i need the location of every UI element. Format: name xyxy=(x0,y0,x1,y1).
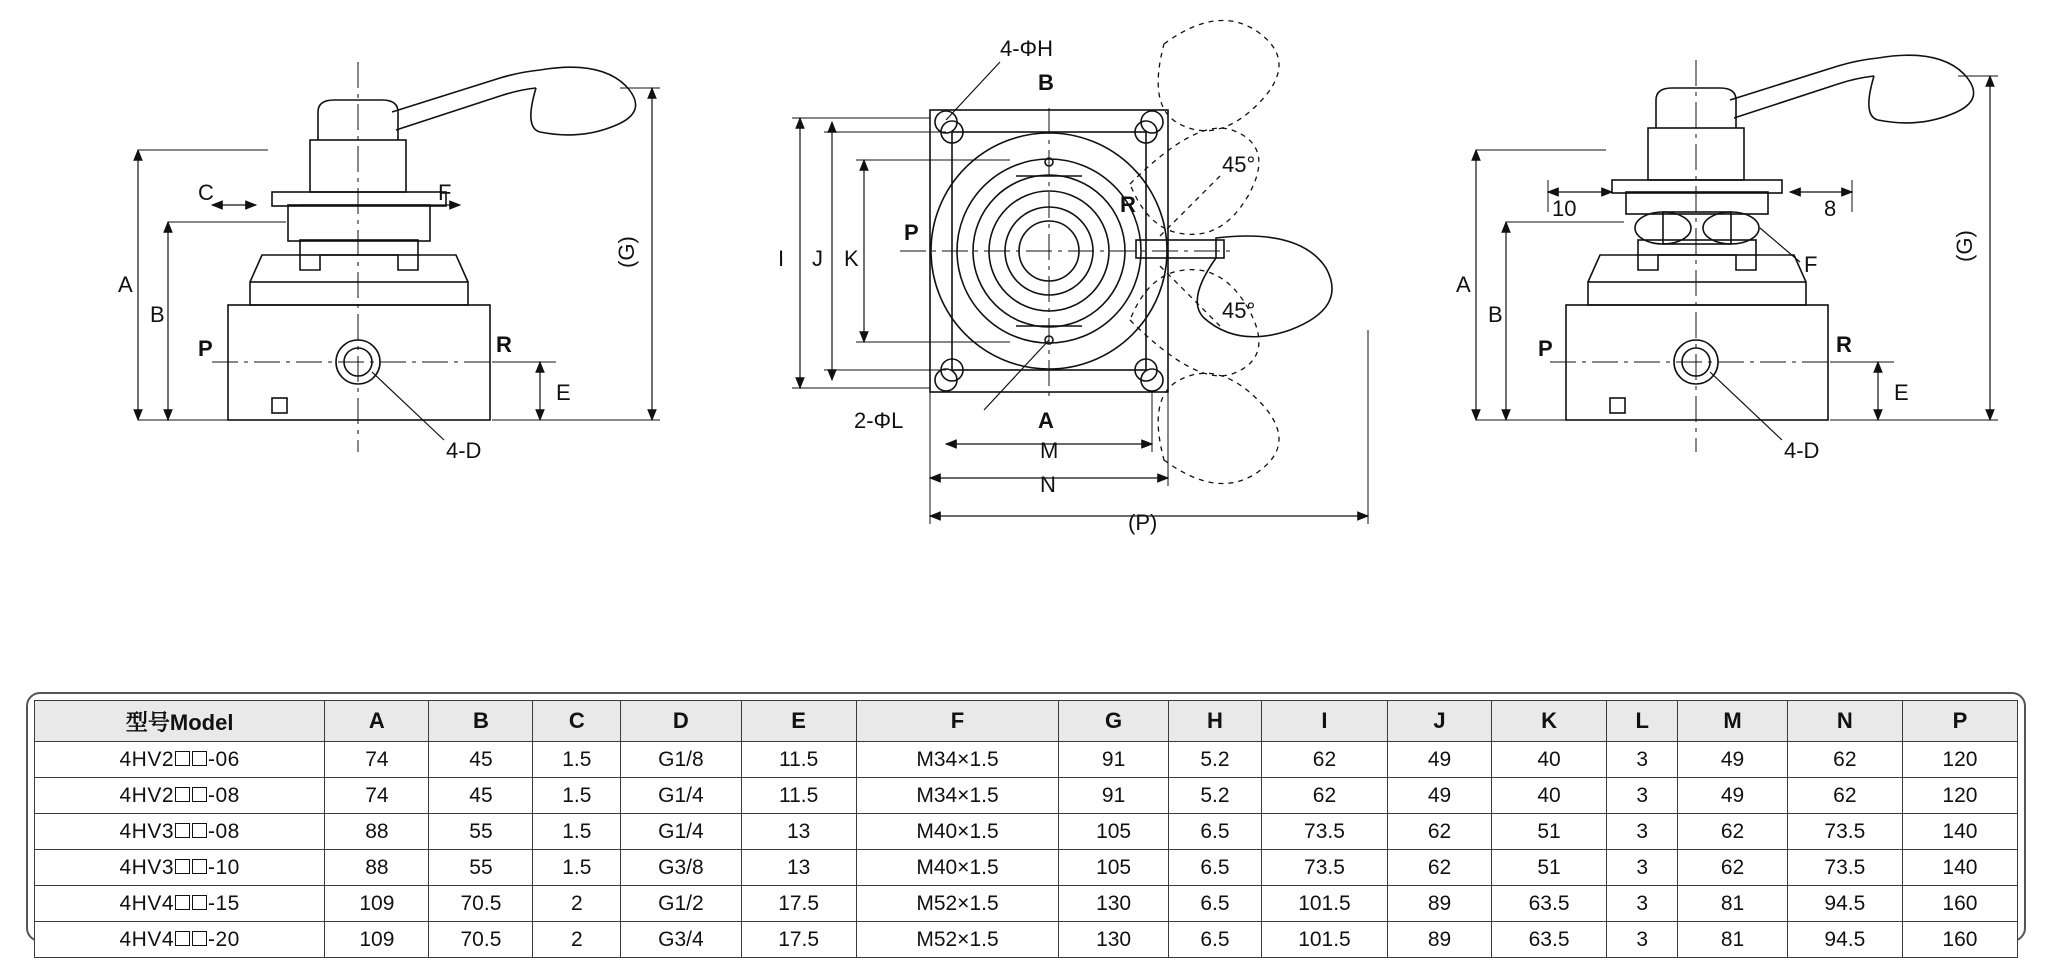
col-L: L xyxy=(1607,701,1678,742)
cell-K: 51 xyxy=(1492,850,1607,886)
model-option-box-icon xyxy=(175,787,190,802)
label-side-R: R xyxy=(1836,332,1852,357)
cell-L: 3 xyxy=(1607,922,1678,958)
cell-N: 62 xyxy=(1787,742,1902,778)
cell-I: 101.5 xyxy=(1261,886,1387,922)
cell-M: 81 xyxy=(1678,886,1788,922)
cell-B: 55 xyxy=(429,850,533,886)
model-option-box-icon xyxy=(175,751,190,766)
cell-P: 140 xyxy=(1902,850,2017,886)
model-prefix: 4HV2 xyxy=(119,747,174,771)
model-suffix: -15 xyxy=(208,891,240,915)
cell-B: 45 xyxy=(429,742,533,778)
cell-E: 11.5 xyxy=(741,778,856,814)
cell-P: 140 xyxy=(1902,814,2017,850)
cell-model xyxy=(35,922,325,958)
label-top-M: M xyxy=(1040,438,1059,463)
cell-M: 62 xyxy=(1678,814,1788,850)
cell-N: 73.5 xyxy=(1787,814,1902,850)
label-top-A: A xyxy=(1038,408,1054,433)
table-row xyxy=(35,922,2018,958)
spec-table-wrap xyxy=(34,700,2018,958)
model-option-box-icon xyxy=(192,895,207,910)
cell-J: 49 xyxy=(1387,778,1491,814)
model-option-box-icon xyxy=(192,931,207,946)
cell-F: M40×1.5 xyxy=(856,814,1059,850)
model-suffix: -06 xyxy=(208,747,240,771)
cell-N: 94.5 xyxy=(1787,922,1902,958)
label-front-R: R xyxy=(496,332,512,357)
label-top-P: P xyxy=(904,220,919,245)
col-A: A xyxy=(325,701,429,742)
cell-I: 101.5 xyxy=(1261,922,1387,958)
model-option-box-icon xyxy=(192,823,207,838)
cell-C: 2 xyxy=(533,922,621,958)
cell-E: 17.5 xyxy=(741,886,856,922)
label-side-E: E xyxy=(1894,380,1909,405)
model-suffix: -08 xyxy=(208,783,240,807)
label-side-B: B xyxy=(1488,302,1503,327)
label-top-J: J xyxy=(812,246,823,271)
col-D: D xyxy=(621,701,742,742)
cell-P: 160 xyxy=(1902,886,2017,922)
cell-J: 89 xyxy=(1387,922,1491,958)
label-side-F: F xyxy=(1804,252,1818,277)
cell-P: 120 xyxy=(1902,742,2017,778)
cell-A: 109 xyxy=(325,922,429,958)
table-row xyxy=(35,778,2018,814)
model-suffix: -20 xyxy=(208,927,240,951)
cell-D: G1/4 xyxy=(621,814,742,850)
model-suffix: -08 xyxy=(208,819,240,843)
cell-F: M34×1.5 xyxy=(856,778,1059,814)
model-option-box-icon xyxy=(192,787,207,802)
cell-L: 3 xyxy=(1607,814,1678,850)
model-option-box-icon xyxy=(175,895,190,910)
label-side-4D: 4-D xyxy=(1784,438,1820,463)
table-row xyxy=(35,742,2018,778)
cell-A: 88 xyxy=(325,814,429,850)
cell-H: 6.5 xyxy=(1168,850,1261,886)
cell-E: 11.5 xyxy=(741,742,856,778)
cell-F: M52×1.5 xyxy=(856,922,1059,958)
col-I: I xyxy=(1261,701,1387,742)
cell-K: 63.5 xyxy=(1492,922,1607,958)
col-J: J xyxy=(1387,701,1491,742)
cell-model xyxy=(35,850,325,886)
model-suffix: -10 xyxy=(208,855,240,879)
cell-G: 130 xyxy=(1059,922,1169,958)
label-front-C: C xyxy=(198,180,214,205)
label-top-2PhiL: 2-ΦL xyxy=(854,408,904,433)
label-side-A: A xyxy=(1456,272,1471,297)
cell-I: 62 xyxy=(1261,742,1387,778)
cell-P: 160 xyxy=(1902,922,2017,958)
cell-D: G1/4 xyxy=(621,778,742,814)
model-prefix: 4HV3 xyxy=(119,855,174,879)
side-view xyxy=(1476,55,1998,452)
cell-B: 70.5 xyxy=(429,886,533,922)
cell-B: 70.5 xyxy=(429,922,533,958)
model-prefix: 4HV3 xyxy=(119,819,174,843)
col-N: N xyxy=(1787,701,1902,742)
table-row xyxy=(35,850,2018,886)
cell-C: 1.5 xyxy=(533,850,621,886)
cell-F: M52×1.5 xyxy=(856,886,1059,922)
cell-L: 3 xyxy=(1607,850,1678,886)
cell-B: 45 xyxy=(429,778,533,814)
cell-K: 40 xyxy=(1492,778,1607,814)
col-K: K xyxy=(1492,701,1607,742)
label-top-angle-bottom: 45° xyxy=(1222,298,1256,323)
cell-H: 6.5 xyxy=(1168,814,1261,850)
cell-J: 62 xyxy=(1387,850,1491,886)
model-option-box-icon xyxy=(192,859,207,874)
cell-D: G1/8 xyxy=(621,742,742,778)
cell-H: 5.2 xyxy=(1168,778,1261,814)
label-front-G: (G) xyxy=(614,236,639,268)
cell-L: 3 xyxy=(1607,778,1678,814)
label-front-B: B xyxy=(150,302,165,327)
cell-I: 62 xyxy=(1261,778,1387,814)
cell-J: 89 xyxy=(1387,886,1491,922)
cell-J: 49 xyxy=(1387,742,1491,778)
cell-G: 91 xyxy=(1059,742,1169,778)
label-top-K: K xyxy=(844,246,859,271)
cell-model xyxy=(35,886,325,922)
cell-I: 73.5 xyxy=(1261,850,1387,886)
label-top-4PhiH: 4-ΦH xyxy=(1000,36,1054,61)
cell-M: 62 xyxy=(1678,850,1788,886)
cell-C: 1.5 xyxy=(533,814,621,850)
cell-G: 130 xyxy=(1059,886,1169,922)
top-view xyxy=(792,20,1368,524)
label-top-angle-top: 45° xyxy=(1222,152,1256,177)
cell-M: 49 xyxy=(1678,778,1788,814)
col-G: G xyxy=(1059,701,1169,742)
col-model: 型号Model xyxy=(35,701,325,742)
col-C: C xyxy=(533,701,621,742)
cell-E: 17.5 xyxy=(741,922,856,958)
cell-K: 51 xyxy=(1492,814,1607,850)
col-B: B xyxy=(429,701,533,742)
cell-model xyxy=(35,742,325,778)
label-side-G: (G) xyxy=(1952,230,1977,262)
label-front-4D: 4-D xyxy=(446,438,482,463)
cell-D: G1/2 xyxy=(621,886,742,922)
col-H: H xyxy=(1168,701,1261,742)
col-E: E xyxy=(741,701,856,742)
cell-J: 62 xyxy=(1387,814,1491,850)
front-view xyxy=(138,62,660,452)
cell-K: 40 xyxy=(1492,742,1607,778)
cell-P: 120 xyxy=(1902,778,2017,814)
label-side-10: 10 xyxy=(1552,196,1577,221)
cell-B: 55 xyxy=(429,814,533,850)
cell-model xyxy=(35,778,325,814)
label-front-A: A xyxy=(118,272,133,297)
cell-N: 62 xyxy=(1787,778,1902,814)
cell-E: 13 xyxy=(741,850,856,886)
spec-table xyxy=(34,700,2018,958)
spec-table-body xyxy=(35,742,2018,958)
cell-E: 13 xyxy=(741,814,856,850)
cell-F: M34×1.5 xyxy=(856,742,1059,778)
cell-N: 73.5 xyxy=(1787,850,1902,886)
label-top-R: R xyxy=(1120,192,1136,217)
model-option-box-icon xyxy=(175,823,190,838)
cell-G: 105 xyxy=(1059,850,1169,886)
table-row xyxy=(35,886,2018,922)
label-front-P: P xyxy=(198,336,213,361)
model-prefix: 4HV4 xyxy=(119,927,174,951)
model-prefix: 4HV4 xyxy=(119,891,174,915)
spec-table-header-row xyxy=(35,701,2018,742)
model-option-box-icon xyxy=(175,931,190,946)
label-top-N: N xyxy=(1040,472,1056,497)
model-option-box-icon xyxy=(175,859,190,874)
cell-L: 3 xyxy=(1607,886,1678,922)
cell-D: G3/4 xyxy=(621,922,742,958)
cell-H: 6.5 xyxy=(1168,922,1261,958)
cell-H: 6.5 xyxy=(1168,886,1261,922)
label-front-E: E xyxy=(556,380,571,405)
cell-L: 3 xyxy=(1607,742,1678,778)
cell-G: 91 xyxy=(1059,778,1169,814)
label-side-8: 8 xyxy=(1824,196,1837,221)
cell-model xyxy=(35,814,325,850)
col-M: M xyxy=(1678,701,1788,742)
table-row xyxy=(35,814,2018,850)
model-prefix: 4HV2 xyxy=(119,783,174,807)
cell-C: 2 xyxy=(533,886,621,922)
label-front-F: F xyxy=(438,180,452,205)
cell-A: 88 xyxy=(325,850,429,886)
col-F: F xyxy=(856,701,1059,742)
col-P: P xyxy=(1902,701,2017,742)
cell-A: 74 xyxy=(325,742,429,778)
label-side-P: P xyxy=(1538,336,1553,361)
model-option-box-icon xyxy=(192,751,207,766)
cell-F: M40×1.5 xyxy=(856,850,1059,886)
cell-G: 105 xyxy=(1059,814,1169,850)
cell-I: 73.5 xyxy=(1261,814,1387,850)
cell-H: 5.2 xyxy=(1168,742,1261,778)
cell-A: 74 xyxy=(325,778,429,814)
cell-C: 1.5 xyxy=(533,742,621,778)
cell-C: 1.5 xyxy=(533,778,621,814)
cell-D: G3/8 xyxy=(621,850,742,886)
cell-K: 63.5 xyxy=(1492,886,1607,922)
cell-N: 94.5 xyxy=(1787,886,1902,922)
label-top-B: B xyxy=(1038,70,1054,95)
cell-M: 49 xyxy=(1678,742,1788,778)
cell-M: 81 xyxy=(1678,922,1788,958)
cell-A: 109 xyxy=(325,886,429,922)
label-top-P-paren: (P) xyxy=(1128,510,1158,535)
label-top-I: I xyxy=(778,246,785,271)
